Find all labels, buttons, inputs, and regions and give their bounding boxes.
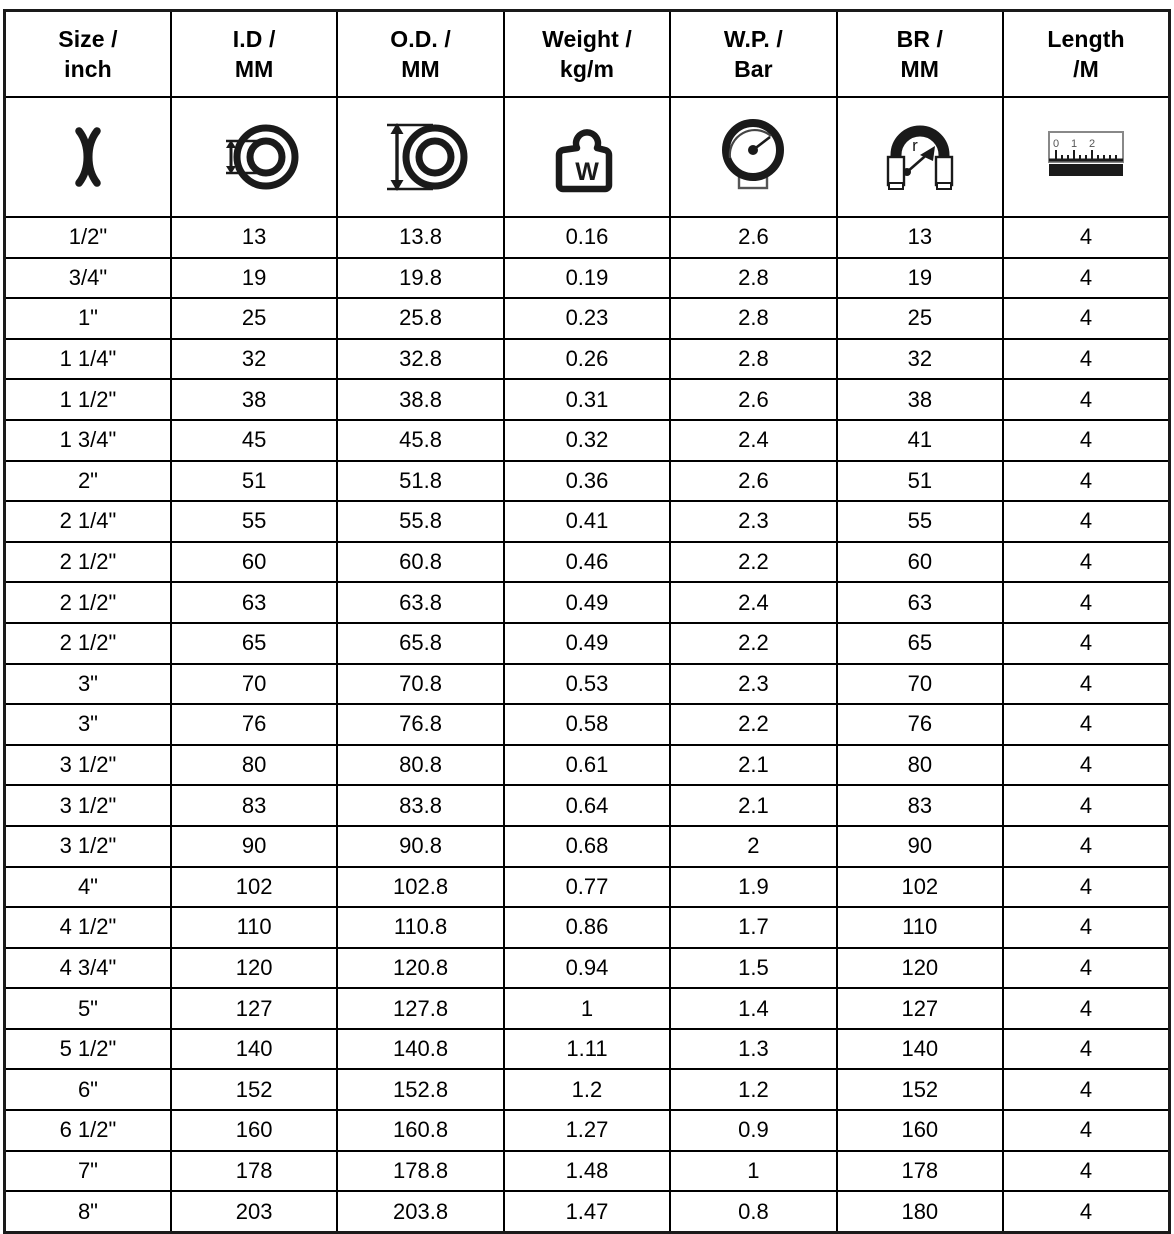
cell-od: 102.8 — [337, 867, 503, 908]
cell-wp: 2.2 — [670, 623, 836, 664]
cell-length: 4 — [1003, 542, 1169, 583]
cell-size: 1 3/4" — [5, 420, 171, 461]
cell-size: 1/2" — [5, 217, 171, 258]
cell-size: 4 1/2" — [5, 907, 171, 948]
icon-cell-wp — [670, 97, 836, 217]
column-header-length-line1: Length — [1047, 25, 1125, 52]
column-header-weight-line1: Weight / — [542, 25, 632, 52]
cell-od: 83.8 — [337, 785, 503, 826]
column-header-od — [337, 11, 503, 98]
cell-weight: 0.77 — [504, 867, 670, 908]
cell-wp: 2.3 — [670, 664, 836, 705]
cell-br: 41 — [837, 420, 1003, 461]
cell-length: 4 — [1003, 664, 1169, 705]
cell-length: 4 — [1003, 623, 1169, 664]
cell-br: 70 — [837, 664, 1003, 705]
table-row — [5, 623, 1170, 664]
icon-cell-od — [337, 97, 503, 217]
cell-od: 80.8 — [337, 745, 503, 786]
cell-wp: 0.8 — [670, 1191, 836, 1232]
ruler-tick-label-1: 1 — [1070, 138, 1078, 150]
column-header-size-line2: inch — [64, 56, 112, 82]
cell-weight: 0.36 — [504, 461, 670, 502]
cell-wp: 1.9 — [670, 867, 836, 908]
cell-length: 4 — [1003, 298, 1169, 339]
cell-od: 160.8 — [337, 1110, 503, 1151]
cell-weight: 0.49 — [504, 582, 670, 623]
cell-id: 90 — [171, 826, 337, 867]
bend-radius-icon-letter: r — [911, 136, 918, 155]
cell-length: 4 — [1003, 1191, 1169, 1232]
weight-icon-letter: W — [575, 158, 599, 186]
cell-weight: 0.58 — [504, 704, 670, 745]
cell-length: 4 — [1003, 867, 1169, 908]
table-row — [5, 298, 1170, 339]
cell-od: 19.8 — [337, 258, 503, 299]
cell-size: 2 1/4" — [5, 501, 171, 542]
cell-length: 4 — [1003, 217, 1169, 258]
cell-wp: 2.8 — [670, 258, 836, 299]
table-row — [5, 217, 1170, 258]
table-row — [5, 1191, 1170, 1232]
column-header-id — [171, 11, 337, 98]
cell-weight: 0.94 — [504, 948, 670, 989]
pressure-gauge-icon — [713, 115, 793, 199]
icon-cell-br — [837, 97, 1003, 217]
column-header-weight-line2: kg/m — [559, 56, 615, 82]
cell-br: 19 — [837, 258, 1003, 299]
cell-id: 76 — [171, 704, 337, 745]
cell-br: 152 — [837, 1069, 1003, 1110]
inner-diameter-icon — [200, 119, 308, 195]
cell-size: 5 1/2" — [5, 1029, 171, 1070]
caliper-arcs-icon — [49, 121, 127, 193]
cell-size: 7" — [5, 1151, 171, 1192]
cell-size: 3 1/2" — [5, 826, 171, 867]
cell-weight: 0.68 — [504, 826, 670, 867]
cell-length: 4 — [1003, 1151, 1169, 1192]
cell-weight: 1.47 — [504, 1191, 670, 1232]
cell-weight: 1.11 — [504, 1029, 670, 1070]
cell-id: 83 — [171, 785, 337, 826]
cell-od: 38.8 — [337, 379, 503, 420]
column-header-od-line2: MM — [401, 56, 440, 82]
cell-od: 60.8 — [337, 542, 503, 583]
cell-od: 152.8 — [337, 1069, 503, 1110]
cell-wp: 2.6 — [670, 217, 836, 258]
cell-length: 4 — [1003, 339, 1169, 380]
cell-wp: 2.3 — [670, 501, 836, 542]
cell-wp: 1.4 — [670, 988, 836, 1029]
cell-size: 2 1/2" — [5, 542, 171, 583]
cell-length: 4 — [1003, 948, 1169, 989]
cell-size: 4" — [5, 867, 171, 908]
cell-weight: 1.48 — [504, 1151, 670, 1192]
cell-length: 4 — [1003, 785, 1169, 826]
cell-size: 2" — [5, 461, 171, 502]
cell-id: 55 — [171, 501, 337, 542]
cell-length: 4 — [1003, 1069, 1169, 1110]
table-row — [5, 258, 1170, 299]
cell-id: 203 — [171, 1191, 337, 1232]
cell-wp: 2.6 — [670, 379, 836, 420]
table-row — [5, 907, 1170, 948]
cell-weight: 0.23 — [504, 298, 670, 339]
cell-size: 8" — [5, 1191, 171, 1232]
cell-br: 83 — [837, 785, 1003, 826]
cell-size: 2 1/2" — [5, 582, 171, 623]
icon-cell-length — [1003, 97, 1169, 217]
ruler-icon — [1045, 126, 1127, 188]
cell-id: 152 — [171, 1069, 337, 1110]
cell-od: 203.8 — [337, 1191, 503, 1232]
cell-weight: 1 — [504, 988, 670, 1029]
cell-weight: 0.86 — [504, 907, 670, 948]
cell-id: 60 — [171, 542, 337, 583]
cell-od: 65.8 — [337, 623, 503, 664]
table-row — [5, 1069, 1170, 1110]
column-header-br-line1: BR / — [896, 25, 944, 52]
cell-od: 70.8 — [337, 664, 503, 705]
cell-od: 127.8 — [337, 988, 503, 1029]
cell-size: 3" — [5, 664, 171, 705]
cell-length: 4 — [1003, 501, 1169, 542]
cell-wp: 2.1 — [670, 745, 836, 786]
table-row — [5, 826, 1170, 867]
bend-radius-icon — [874, 115, 966, 199]
cell-wp: 2.8 — [670, 339, 836, 380]
cell-br: 160 — [837, 1110, 1003, 1151]
cell-id: 102 — [171, 867, 337, 908]
cell-weight: 0.64 — [504, 785, 670, 826]
cell-id: 120 — [171, 948, 337, 989]
cell-size: 3/4" — [5, 258, 171, 299]
cell-size: 3 1/2" — [5, 785, 171, 826]
cell-length: 4 — [1003, 1029, 1169, 1070]
column-header-br-line2: MM — [900, 56, 940, 82]
cell-od: 55.8 — [337, 501, 503, 542]
cell-length: 4 — [1003, 1110, 1169, 1151]
cell-br: 65 — [837, 623, 1003, 664]
cell-weight: 0.19 — [504, 258, 670, 299]
column-header-wp-line2: Bar — [734, 56, 773, 82]
ruler-tick-label-2: 2 — [1088, 138, 1096, 150]
column-header-length-line2: /M — [1073, 56, 1099, 82]
cell-wp: 2.4 — [670, 420, 836, 461]
cell-od: 32.8 — [337, 339, 503, 380]
cell-wp: 1.2 — [670, 1069, 836, 1110]
cell-id: 13 — [171, 217, 337, 258]
cell-size: 1 1/2" — [5, 379, 171, 420]
cell-weight: 0.31 — [504, 379, 670, 420]
cell-br: 140 — [837, 1029, 1003, 1070]
cell-od: 13.8 — [337, 217, 503, 258]
cell-od: 45.8 — [337, 420, 503, 461]
cell-br: 90 — [837, 826, 1003, 867]
cell-od: 76.8 — [337, 704, 503, 745]
cell-br: 32 — [837, 339, 1003, 380]
table-row — [5, 379, 1170, 420]
column-header-length — [1003, 11, 1169, 98]
icon-cell-size — [5, 97, 171, 217]
cell-br: 178 — [837, 1151, 1003, 1192]
cell-length: 4 — [1003, 826, 1169, 867]
cell-wp: 2.2 — [670, 704, 836, 745]
column-header-weight — [504, 11, 670, 98]
table-row — [5, 501, 1170, 542]
weight-block-icon — [550, 118, 624, 196]
cell-br: 63 — [837, 582, 1003, 623]
cell-length: 4 — [1003, 704, 1169, 745]
cell-br: 76 — [837, 704, 1003, 745]
cell-br: 80 — [837, 745, 1003, 786]
table-row — [5, 1110, 1170, 1151]
cell-id: 140 — [171, 1029, 337, 1070]
cell-id: 80 — [171, 745, 337, 786]
cell-weight: 0.32 — [504, 420, 670, 461]
cell-id: 160 — [171, 1110, 337, 1151]
cell-od: 25.8 — [337, 298, 503, 339]
cell-id: 25 — [171, 298, 337, 339]
table-row — [5, 785, 1170, 826]
icon-cell-weight — [504, 97, 670, 217]
table-row — [5, 867, 1170, 908]
cell-weight: 0.16 — [504, 217, 670, 258]
cell-id: 65 — [171, 623, 337, 664]
cell-id: 32 — [171, 339, 337, 380]
cell-od: 110.8 — [337, 907, 503, 948]
cell-length: 4 — [1003, 379, 1169, 420]
cell-br: 120 — [837, 948, 1003, 989]
cell-wp: 2.1 — [670, 785, 836, 826]
cell-id: 178 — [171, 1151, 337, 1192]
cell-length: 4 — [1003, 582, 1169, 623]
column-header-size — [5, 11, 171, 98]
cell-wp: 2 — [670, 826, 836, 867]
cell-br: 110 — [837, 907, 1003, 948]
table-row — [5, 461, 1170, 502]
column-header-size-line1: Size / — [58, 25, 118, 52]
column-header-od-line1: O.D. / — [390, 25, 451, 52]
cell-od: 140.8 — [337, 1029, 503, 1070]
table-row — [5, 988, 1170, 1029]
cell-id: 70 — [171, 664, 337, 705]
column-header-br — [837, 11, 1003, 98]
cell-weight: 0.41 — [504, 501, 670, 542]
cell-id: 127 — [171, 988, 337, 1029]
cell-length: 4 — [1003, 420, 1169, 461]
table-row — [5, 1151, 1170, 1192]
cell-wp: 2.2 — [670, 542, 836, 583]
outer-diameter-icon — [365, 114, 477, 200]
cell-size: 5" — [5, 988, 171, 1029]
icon-cell-id — [171, 97, 337, 217]
table-row — [5, 664, 1170, 705]
cell-length: 4 — [1003, 907, 1169, 948]
cell-id: 45 — [171, 420, 337, 461]
cell-size: 4 3/4" — [5, 948, 171, 989]
cell-id: 38 — [171, 379, 337, 420]
cell-wp: 1.3 — [670, 1029, 836, 1070]
cell-wp: 2.8 — [670, 298, 836, 339]
cell-weight: 0.53 — [504, 664, 670, 705]
cell-wp: 1.7 — [670, 907, 836, 948]
cell-weight: 1.27 — [504, 1110, 670, 1151]
cell-wp: 2.6 — [670, 461, 836, 502]
table-row — [5, 420, 1170, 461]
table-row — [5, 339, 1170, 380]
cell-length: 4 — [1003, 258, 1169, 299]
cell-id: 51 — [171, 461, 337, 502]
cell-br: 102 — [837, 867, 1003, 908]
cell-br: 13 — [837, 217, 1003, 258]
cell-od: 90.8 — [337, 826, 503, 867]
cell-weight: 0.61 — [504, 745, 670, 786]
table-row — [5, 704, 1170, 745]
cell-size: 2 1/2" — [5, 623, 171, 664]
cell-od: 63.8 — [337, 582, 503, 623]
ruler-tick-label-0: 0 — [1052, 138, 1060, 150]
cell-weight: 0.46 — [504, 542, 670, 583]
table-row — [5, 948, 1170, 989]
cell-br: 60 — [837, 542, 1003, 583]
cell-od: 51.8 — [337, 461, 503, 502]
cell-size: 3" — [5, 704, 171, 745]
cell-br: 25 — [837, 298, 1003, 339]
spec-table-body — [5, 217, 1170, 1232]
cell-size: 1" — [5, 298, 171, 339]
cell-wp: 1 — [670, 1151, 836, 1192]
cell-br: 38 — [837, 379, 1003, 420]
cell-id: 19 — [171, 258, 337, 299]
cell-size: 3 1/2" — [5, 745, 171, 786]
cell-weight: 0.26 — [504, 339, 670, 380]
cell-br: 180 — [837, 1191, 1003, 1232]
table-icon-row — [5, 97, 1170, 217]
cell-weight: 0.49 — [504, 623, 670, 664]
column-header-id-line1: I.D / — [232, 25, 276, 52]
hose-specification-table — [3, 9, 1171, 1234]
cell-id: 63 — [171, 582, 337, 623]
cell-wp: 0.9 — [670, 1110, 836, 1151]
cell-weight: 1.2 — [504, 1069, 670, 1110]
cell-od: 120.8 — [337, 948, 503, 989]
table-row — [5, 582, 1170, 623]
column-header-wp — [670, 11, 836, 98]
table-header-row — [5, 11, 1170, 98]
cell-size: 1 1/4" — [5, 339, 171, 380]
cell-length: 4 — [1003, 461, 1169, 502]
table-row — [5, 542, 1170, 583]
cell-size: 6 1/2" — [5, 1110, 171, 1151]
table-row — [5, 745, 1170, 786]
cell-wp: 2.4 — [670, 582, 836, 623]
cell-length: 4 — [1003, 988, 1169, 1029]
cell-length: 4 — [1003, 745, 1169, 786]
cell-wp: 1.5 — [670, 948, 836, 989]
cell-br: 55 — [837, 501, 1003, 542]
column-header-wp-line1: W.P. / — [723, 25, 783, 52]
cell-br: 51 — [837, 461, 1003, 502]
cell-od: 178.8 — [337, 1151, 503, 1192]
column-header-id-line2: MM — [234, 56, 274, 82]
cell-size: 6" — [5, 1069, 171, 1110]
table-row — [5, 1029, 1170, 1070]
cell-br: 127 — [837, 988, 1003, 1029]
cell-id: 110 — [171, 907, 337, 948]
